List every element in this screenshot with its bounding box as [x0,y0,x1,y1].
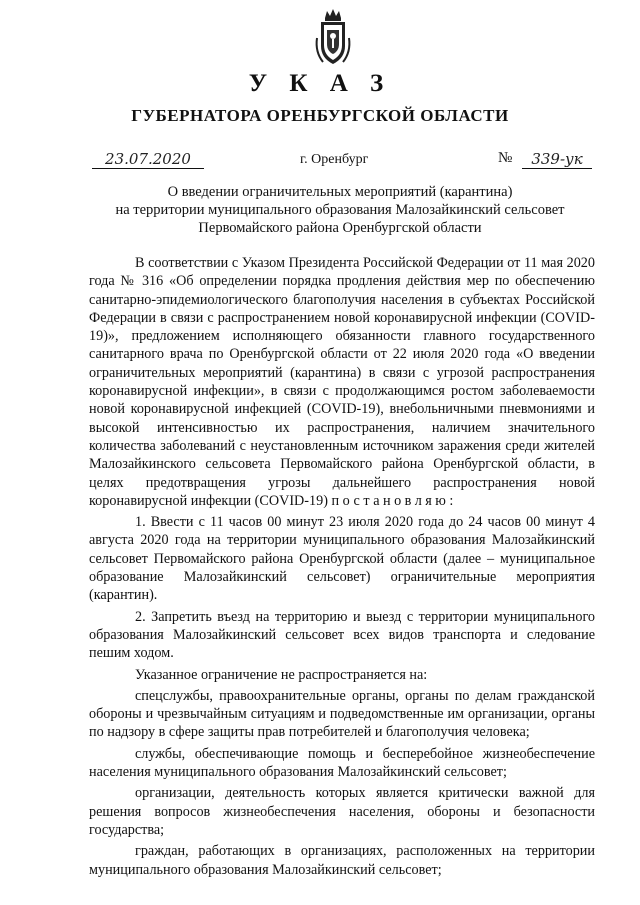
coat-of-arms-emblem [313,8,353,68]
decree-number: 339-ук [522,150,592,169]
exception-intro: Указанное ограничение не распространяется на: [135,666,428,683]
item-1-paragraph: 1. Ввести с 11 часов 00 минут 23 июля 2020 года до 24 часов 00 минут 4 августа 2020 года на территории муниципального образования Малозайкинский сельсовет Первомайского района Оренбургской области (далее – муниципальное образование Малозайкинский сельсовет) ограничительные мероприятия (карантин). [89,514,595,604]
decree-date: 23.07.2020 [92,150,204,169]
subject-line: О введении ограничительных мероприятий (карантина) [167,184,513,200]
item-2-paragraph: 2. Запретить въезд на территорию и выезд с территории муниципального образования Малозайкинский сельсовет всех видов транспорта и следование пешим ходом. [89,608,595,662]
decree-word: постановляю: [331,492,457,509]
subject-line: на территории муниципального образования Малозайкинский сельсовет [115,202,565,218]
document-title: У К А З [248,70,392,97]
decree-body [89,254,595,882]
document-issuer: ГУБЕРНАТОРА ОРЕНБУРГСКОЙ ОБЛАСТИ [131,106,509,125]
decree-city: г. Оренбург [300,152,369,167]
preamble-text: В соответствии с Указом Президента Российской Федерации от 11 мая 2020 года № 316 «Об определении порядка продления действия мер по обеспечению санитарно-эпидемиологического благополучия населения в субъектах Российской Федерации в связи с распространением новой коронавирусной инфекции (COVID-19)», предложением исполняющего обязанности главного государственного санитарного врача по Оренбургской области от 22 июля 2020 года «О введении ограничительных мероприятий (карантина) в связи с угрозой распространения коронавирусной инфекции», в связи с продолжающимся ростом заболеваемости новой коронавирусной инфекцией (COVID-19), внебольничными пневмониями и высокой интенсивностью их распространения, наличием значительного количества заболеваний с неустановленным источником заражения среди жителей Малозайкинского сельсовета Первомайского района Оренбургской области, в целях предотвращения угрозы дальнейшего распространения новой коронавирусной инфекции (COVID-19) [89,255,595,509]
preamble-paragraph [89,254,595,510]
exception-item: организации, деятельность которых является критически важной для решения вопросов жизнеобеспечения населения, обороны и безопасности государства; [89,785,595,838]
exception-item: граждан, работающих в организациях, расположенных на территории муниципального образования Малозайкинский сельсовет; [89,843,595,878]
exception-item: спецслужбы, правоохранительные органы, органы по делам гражданской обороны и чрезвычайным ситуациям и подведомственные им организации, органы по надзору в сфере защиты прав потребителей и благополучия человека; [89,687,595,741]
subject-line: Первомайского района Оренбургской области [198,220,482,236]
exception-item: службы, обеспечивающие помощь и бесперебойное жизнеобеспечение населения муниципального образования Малозайкинский сельсовет; [89,745,595,781]
decree-subject [90,183,590,237]
decree-number-label: № [498,150,513,166]
